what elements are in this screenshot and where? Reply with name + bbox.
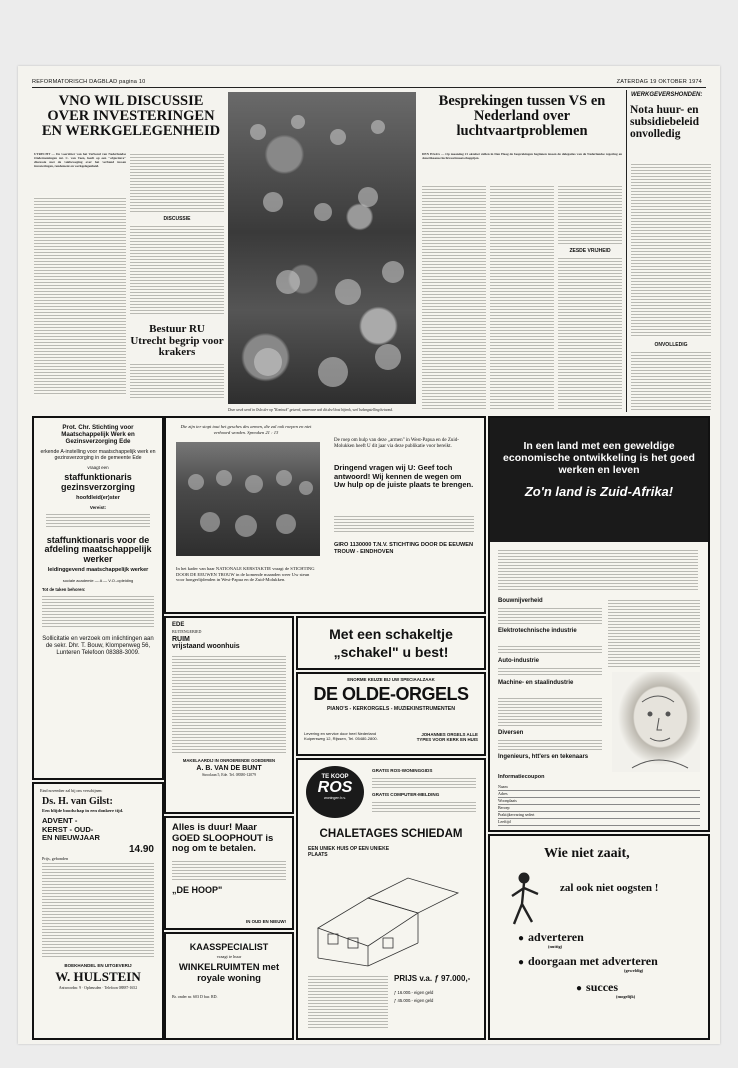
ad-zuid-afrika-cat5-text — [498, 738, 602, 750]
ad-zuid-afrika-cat2-text — [498, 644, 602, 654]
ad-zuid-afrika-banner — [490, 418, 708, 542]
article3-subhead: ZESDE VRIJHEID — [569, 248, 611, 254]
article4-body1 — [631, 162, 711, 338]
ad-orgels — [296, 672, 486, 756]
ad-zuid-afrika-cat5: Diversen — [498, 730, 524, 736]
ad-book-price: 14.90 — [128, 843, 154, 855]
ad-sloophout — [164, 816, 294, 930]
article1-body-col3 — [130, 224, 224, 314]
article3-title: Besprekingen tussen VS en Nederland over luchtvaartproblemen — [438, 93, 606, 140]
ad-schakeltje — [296, 616, 486, 670]
coupon-field-city[interactable]: Woonplaats — [498, 798, 700, 805]
ad-sloophout-title: Alles is duur! Maar GOED SLOOPHOUT is nog om te betalen. — [172, 822, 274, 854]
ad-ros-price2: ƒ 45.000.- eigen geld — [394, 998, 434, 1003]
ad-orgels-left: Levering en service door heel Nederland Kuipersweg 12, Rijssen, Tel. 05480-2800. — [304, 731, 378, 741]
ad-zuid-afrika-cat4-text — [498, 696, 602, 726]
ad-zuid-afrika-info: Informatiecoupon — [498, 774, 545, 780]
ad-wie-niet-zaait — [488, 834, 710, 1040]
ad-zaait-item3 — [576, 978, 618, 996]
bullet-icon-3: ● — [576, 983, 583, 994]
article3-col3a — [558, 184, 622, 244]
ad-book-topic1: ADVENT - — [42, 816, 78, 825]
ad-orgels-top: ENORME KEUZE BIJ UW SPECIAALZAAK — [347, 677, 435, 682]
ad-zuid-afrika-cat2: Elektrotechnische industrie — [498, 628, 577, 634]
ad-ros-badge: TE KOOP — [321, 774, 349, 780]
ad-book — [32, 782, 164, 1040]
article1-title: VNO WIL DISCUSSIE OVER INVESTERINGEN EN WERKGELEGENHEID — [41, 93, 221, 140]
article4-body2 — [631, 350, 711, 410]
ad-stichting-job1b: hoofdleid(er)ster — [76, 494, 120, 501]
article3-lead — [422, 152, 622, 182]
ad-ros-price1: ƒ 16.000.- eigen geld — [394, 990, 434, 995]
ad-kerstaktie-people — [176, 442, 320, 556]
ad-zuid-afrika-portrait — [612, 672, 700, 772]
ad-zuid-afrika-cat3-text — [498, 666, 602, 676]
coupon-field-profession[interactable]: Beroep — [498, 805, 700, 812]
article1-subhead: DISCUSSIE — [163, 216, 191, 222]
column-divider — [626, 90, 627, 412]
ad-stichting-job1: staffunktionaris gezinsverzorging — [60, 472, 135, 492]
ad-orgels-name: DE OLDE-ORGELS — [313, 684, 469, 704]
ad-ros-logo-sub: woningen b.v. — [324, 796, 346, 800]
ad-ede-subtitle: vrijstaand woonhuis — [172, 643, 240, 650]
ad-ros-logo-text: ROS — [317, 779, 353, 796]
ad-orgels-right: JOHANNES ORGELS ALLE TYPES VOOR KERK EN HUIS — [416, 732, 478, 743]
ad-ede-agent-addr: Stroolaan 5, Ede. Tel. 08380-12079 — [202, 773, 256, 777]
ad-orgels-types: PIANO'S - KERKORGELS - MUZIEKINSTRUMENTEN — [326, 706, 456, 712]
ad-book-topic2: KERST - OUD- — [42, 824, 94, 834]
ad-stichting-contact: Sollicitatie en verzoek om inlichtingen aan de sekr. Dhr. T. Bouw, Klompenweg 56, Lunteren Telefoon 08388-3009. — [42, 635, 154, 657]
ad-kaas-foot: Br. onder nr. 603 D bur. RD. — [172, 994, 218, 999]
ad-ros-logo — [306, 766, 364, 818]
article1-lead-text: UTRECHT — De voorzitter van het Verbond van Nederlandse Ondernemingen mr. C. van Veen, heeft op een "objectieve" discussie met de vakbeweging over het verband tussen investeringen, rendement en werkgelegenheid. — [34, 152, 126, 169]
ad-stichting-vraagt: vraagt een — [87, 465, 109, 471]
ad-zuid-afrika-right-text — [608, 598, 700, 668]
ad-zuid-afrika-face — [612, 672, 700, 772]
ad-book-publisher-top: BOEKHANDEL EN UITGEVERIJ — [64, 962, 132, 968]
ad-zuid-afrika-cat1-text — [498, 606, 602, 624]
ad-zuid-afrika-slogan: Zo'n land is Zuid-Afrika! — [524, 484, 674, 499]
ad-book-publisher-addr: Antwoordnr. 9 · Opheusden · Telefoon 08887-1652 — [58, 985, 138, 990]
ad-zaait-item1b: (nuttig) — [548, 944, 563, 949]
ad-ros-bulletin2-text — [372, 800, 476, 814]
ad-zaait-item2-text: doorgaan met adverteren — [528, 954, 658, 968]
coupon-field-experience[interactable]: Praktijkervaring sedert — [498, 812, 700, 819]
ad-book-topic3: EN NIEUWJAAR — [42, 833, 100, 842]
ad-kaas-sub: vraagt te huur — [216, 954, 242, 959]
ad-kerstaktie-right1: De roep om hulp van deze „armen" in West-Papua en de Zuid-Molukken heeft U dit jaar via deze publikatie voor bereikt. — [334, 438, 459, 449]
ad-kaasspecialist — [164, 932, 294, 1040]
ad-book-head: Eind november zal bij ons verschijnen: — [40, 788, 103, 793]
article4-subhead: ONVOLLEDIG — [654, 342, 688, 348]
ad-sloophout-shop: „DE HOOP" — [172, 884, 223, 895]
ad-schakeltje-line1: Met een schakeltje — [329, 626, 453, 642]
page-header-right: ZATERDAG 19 OKTOBER 1974 — [616, 79, 702, 85]
ad-zuid-afrika-cat6: Ingenieurs, htt'ers en tekenaars — [498, 754, 589, 760]
ad-ede-body — [172, 654, 286, 754]
header-rule — [32, 87, 706, 88]
ad-kerstaktie-giro: GIRO 1130000 T.N.V. STICHTING DOOR DE EEUWEN TROUW - EINDHOVEN — [334, 542, 474, 555]
newspaper-page — [18, 66, 720, 1044]
ad-ros-price: PRIJS v.a. ƒ 97.000,- — [394, 974, 471, 983]
ad-zuid-afrika-cat4: Machine- en staalindustrie — [498, 680, 574, 686]
photo1-caption: Deze week werd in Oslo der op "Koninck" geteerd, waarvoor ook dit deel kost bijtrok, veel belangstelling betoond. — [228, 408, 393, 412]
bullet-icon-2: ● — [518, 957, 525, 968]
ad-book-publisher: W. HULSTEIN — [55, 968, 141, 984]
article4-title: Nota huur- en subsidiebeleid onvolledig — [630, 104, 700, 141]
ad-book-price-label: Prijs, gebonden — [42, 855, 69, 861]
ad-kerstaktie-quote: Die zijn ter stopt tout het gesches des armen, die zal ook roepen en niet verhoord worden. Spreuken 21 : 13 — [180, 424, 312, 435]
ad-schakeltje-line2: „schakel" u best! — [333, 644, 449, 660]
ad-book-price-row — [42, 843, 154, 861]
article1-body-col2 — [130, 152, 224, 212]
ad-ede-agent: A. B. VAN DE BUNT — [196, 765, 262, 772]
ad-zaait-title: Wie niet zaait, — [544, 846, 630, 861]
ad-stichting-jobs — [32, 416, 164, 780]
article2-title: Bestuur RU Utrecht begrip voor krakers — [130, 323, 224, 359]
article4-label: WERKGEVERSHONDEN: — [631, 92, 703, 98]
ad-ros-house-drawing — [308, 868, 472, 968]
article3-col2 — [490, 184, 554, 410]
ad-kaas-big: WINKELRUIMTEN met royale woning — [178, 962, 280, 984]
ad-zaait-item3-text: succes — [586, 980, 619, 994]
ad-kerstaktie-photo — [176, 442, 320, 556]
crowd-figures — [228, 92, 416, 404]
ad-zaait-item3b: (mogelijk) — [616, 994, 636, 999]
ad-ede-place: EDE — [172, 622, 185, 628]
ad-kerstaktie-text: In het kader van haar NATIONALE KERSTAKTIE vraagt de STICHTING DOOR DE EEUWEN TROUW in de komende maanden weer Uw steun voor hongerlijdenden in West-Papua en de Zuid-Molukken. — [176, 566, 315, 583]
ad-ede-house — [164, 616, 294, 814]
ad-ede-sub: BUITENGEBIED — [172, 629, 202, 634]
ad-stichting-job2: staffunktionaris voor de afdeling maatschappelijk werker — [44, 534, 152, 564]
ad-stichting-job2b: leidinggevend maatschappelijk werker — [47, 567, 149, 574]
ad-zuid-afrika-coupon[interactable] — [498, 784, 700, 826]
ad-kerstaktie — [164, 416, 486, 614]
ad-zaait-item1-text: adverteren — [528, 930, 584, 944]
ad-stichting-vereist: Vereist: — [89, 504, 107, 510]
ad-zuid-afrika-title: In een land met een geweldige economische ontwikkeling is het goed werken en leven — [503, 440, 695, 476]
ad-stichting-title: Prot. Chr. Stichting voor Maatschappelijk Werk en Gezinsverzorging Ede — [61, 424, 135, 445]
ad-stichting-task-lines — [42, 594, 154, 628]
ad-ros-bulletin2: GRATIS COMPUTER-MELDING — [372, 792, 440, 797]
ad-zuid-afrika-cat1: Bouwnijverheid — [498, 598, 543, 604]
ad-zuid-afrika-cat3: Auto-industrie — [498, 658, 539, 664]
ad-kerstaktie-lines — [334, 514, 474, 534]
ad-ede-title: RUIM — [172, 636, 190, 643]
sower-figure-icon — [504, 870, 544, 926]
article3-col3b — [558, 256, 622, 410]
article1-body-col1 — [34, 196, 126, 396]
ad-stichting-taak: Tot de taken behoren: — [42, 586, 86, 592]
ad-zuid-afrika-intro — [498, 548, 698, 592]
bullet-icon-1: ● — [518, 933, 525, 944]
crowd-photo — [228, 92, 416, 404]
page-header-left: REFORMATORISCH DAGBLAD pagina 10 — [32, 79, 146, 85]
article3-col1 — [422, 184, 486, 410]
ad-ros-sub: EEN UNIEK HUIS OP EEN UNIEKE PLAATS — [308, 846, 390, 858]
ad-stichting-voorw-text: sociale academie — A — V.O.-opleiding — [62, 577, 134, 583]
ad-ros-features — [308, 974, 388, 1030]
ad-zaait-item2b: (geweldig) — [624, 968, 644, 973]
coupon-field-name[interactable]: Naam — [498, 784, 700, 791]
ad-sloophout-body — [172, 859, 286, 881]
ad-stichting-req-lines — [46, 512, 150, 528]
ad-zuid-afrika — [488, 416, 710, 832]
ad-ros-bulletin1: GRATIS ROS-WONINGGIDS — [372, 768, 433, 773]
ad-kerstaktie-appeal: Dringend vragen wij U: Geef toch antwoord! Wij kennen de wegen om Uw hulp op de juiste plaats te brengen. — [334, 463, 474, 490]
ad-stichting-intro: erkende A-instelling voor maatschappelijk werk en gezinsverzorging in de gemeente Ede — [40, 449, 156, 462]
article2-body — [130, 362, 224, 400]
coupon-field-age[interactable]: Leeftijd — [498, 819, 700, 826]
ad-book-subtitle: Een blijde boodschap in een donkere tijd. — [42, 808, 124, 813]
ad-ros-title: CHALETAGES SCHIEDAM — [319, 828, 463, 840]
ad-ede-foot: MAKELAARDIJ IN ONROERENDE GOEDEREN — [182, 758, 276, 763]
ad-book-order-form[interactable] — [42, 861, 154, 957]
ad-ros-woningen — [296, 758, 486, 1040]
article3-lead-text: DEN HAAG — Op maandag 21 oktober zullen in Den Haag de besprekingen beginnen tussen de delegaties van de Nederlandse regering en Amerikaanse luchtvaartmaatschappijen. — [422, 152, 622, 161]
coupon-field-address[interactable]: Adres — [498, 791, 700, 798]
ad-ros-bulletin1-text — [372, 776, 476, 788]
ad-sloophout-bottom: IN OUD EN NIEUW! — [245, 919, 286, 924]
ad-kaas-title: KAASSPECIALIST — [189, 942, 269, 952]
ad-book-author: Ds. H. van Gilst: — [42, 796, 113, 807]
ad-zaait-sub: zal ook niet oogsten ! — [560, 882, 659, 894]
